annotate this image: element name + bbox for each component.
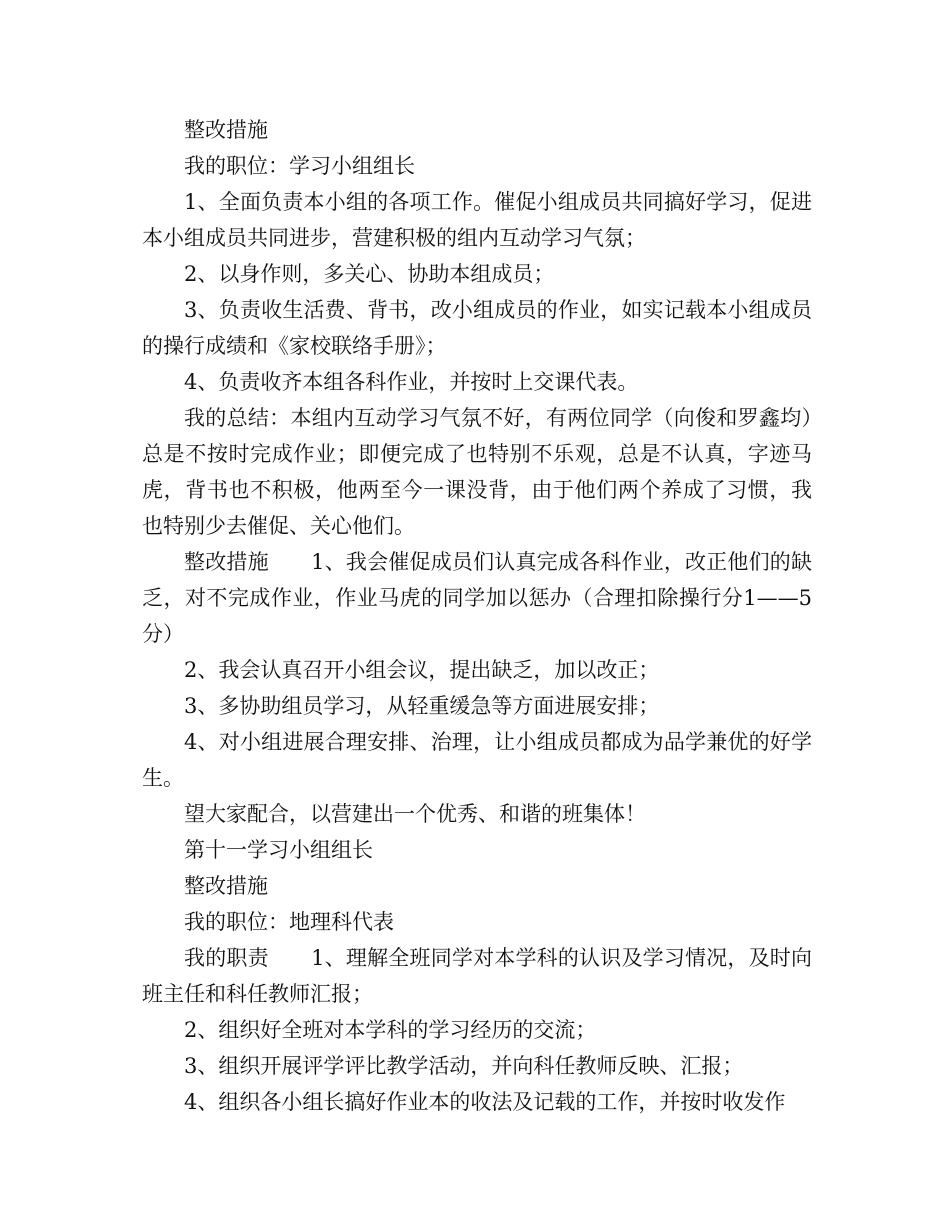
paragraph-position-2: 我的职位：地理科代表 bbox=[184, 910, 394, 934]
paragraph-duty-3: 3、负责收生活费、背书，改小组成员的作业，如实记载本小组成员的操行成绩和《家校联络手册》； bbox=[142, 298, 812, 358]
paragraph-duty-1: 1、全面负责本小组的各项工作。催促小组成员共同搞好学习，促进本小组成员共同进步，营建积极的组内互动学习气氛； bbox=[142, 190, 812, 250]
document-body bbox=[142, 112, 812, 1120]
paragraph-heading-rectification: 整改措施 bbox=[184, 118, 268, 142]
paragraph-responsibility-3: 3、组织开展评学评比教学活动，并向科任教师反映、汇报； bbox=[184, 1054, 744, 1078]
paragraph-heading-rectification-2: 整改措施 bbox=[184, 874, 268, 898]
paragraph-summary: 我的总结：本组内互动学习气氛不好，有两位同学（向俊和罗鑫均）总是不按时完成作业；即便完成了也特别不乐观，总是不认真，字迹马虎，背书也不积极，他两至今一课没背，由于他们两个养成了习惯，我也特别少去催促、关心他们。 bbox=[142, 406, 812, 538]
paragraph-responsibility-1: 我的职责 1、理解全班同学对本学科的认识及学习情况，及时向班主任和科任教师汇报； bbox=[142, 946, 812, 1006]
paragraph-position: 我的职位：学习小组组长 bbox=[184, 154, 415, 178]
paragraph-measure-3: 3、多协助组员学习，从轻重缓急等方面进展安排； bbox=[184, 694, 660, 718]
paragraph-responsibility-2: 2、组织好全班对本学科的学习经历的交流； bbox=[184, 1018, 597, 1042]
paragraph-measure-4: 4、对小组进展合理安排、治理，让小组成员都成为品学兼优的好学生。 bbox=[142, 730, 812, 790]
paragraph-duty-2: 2、以身作则，多关心、协助本组成员； bbox=[184, 262, 555, 286]
paragraph-measure-2: 2、我会认真召开小组会议，提出缺乏，加以改正； bbox=[184, 658, 660, 682]
paragraph-duty-4: 4、负责收齐本组各科作业，并按时上交课代表。 bbox=[184, 370, 639, 394]
paragraph-closing: 望大家配合，以营建出一个优秀、和谐的班集体！ bbox=[184, 802, 646, 826]
paragraph-measure-1: 整改措施 1、我会催促成员们认真完成各科作业，改正他们的缺乏，对不完成作业，作业马虎的同学加以惩办（合理扣除操行分1——5分） bbox=[142, 550, 812, 646]
paragraph-responsibility-4: 4、组织各小组长搞好作业本的收法及记载的工作，并按时收发作 bbox=[184, 1090, 786, 1114]
paragraph-signature: 第十一学习小组组长 bbox=[184, 838, 373, 862]
